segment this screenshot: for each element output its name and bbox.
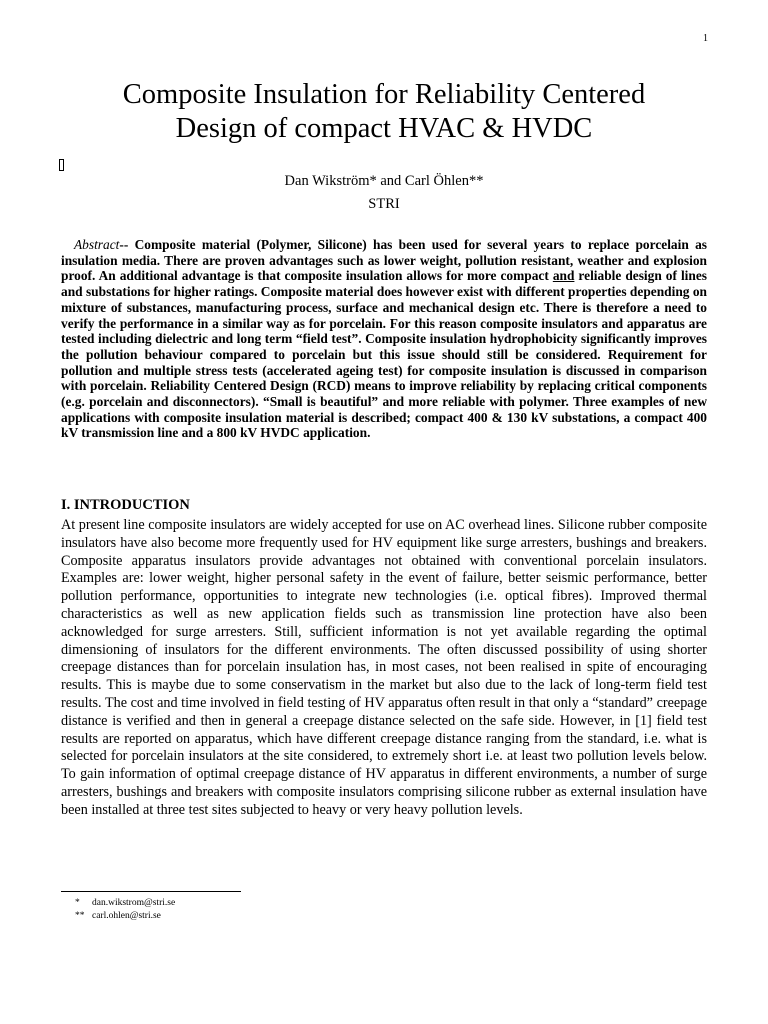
affiliation: STRI [368, 196, 400, 212]
footnote-item [75, 897, 175, 910]
introduction-paragraph: At present line composite insulators are widely accepted for use on AC overhead lines. Silicone rubber composite insulators have also become more frequently used for HV equipment like surge arresters, bushings and breakers. Composite apparatus insulators provide advantages not obtained with conventional porcelain insulators. Examples are: lower weight, higher personal safety in the event of failure, better seismic performance, better pollution performance, opportunities to integrate new technologies (i.e. optical fibres). Improved thermal characteristics as well as new application fields such as transmission line protection have also been acknowledged for surge arresters. Still, sufficient information is not yet available regarding the optimal dimensioning of insulators for the different environments. The often discussed possibility of using shorter creepage distances than for porcelain insulation has, in most cases, not been realised in spite of encouraging results. This is maybe due to some conservatism in the market but also due to the lack of long-term field test results. The cost and time involved in field testing of HV apparatus often result in that only a “standard” creepage distance is verified and then in general a creepage distance selected on the safe side. However, in [1] field test results are reported on apparatus, which have different creepage distance ranging from the standard, i.e. what is selected for porcelain insulators at the site considered, to extremely short i.e. at least two pollution levels below. To gain information of optimal creepage distance of HV apparatus in different environments, a number of surge arresters, bushings and breakers with composite insulators comprising silicone rubber as external insulation have been installed at three test sites subjected to heavy or very heavy pollution levels. [61, 517, 707, 818]
abstract-separator: -- [119, 237, 135, 252]
placeholder-box-icon [59, 159, 64, 171]
footnote-email: dan.wikstrom@stri.se [92, 898, 176, 908]
page-number: 1 [703, 33, 708, 44]
footnotes [75, 897, 175, 922]
author-list: Dan Wikström* and Carl Öhlen** [284, 173, 484, 189]
abstract-underlined-word: and [552, 268, 575, 284]
footnote-mark: * [75, 898, 80, 908]
title-line-2: Design of compact HVAC & HVDC [175, 113, 593, 144]
abstract-label: Abstract [74, 237, 120, 252]
abstract [61, 237, 707, 441]
footnote-mark: ** [75, 910, 85, 921]
footnote-divider [61, 891, 241, 892]
footnote-email: carl.ohlen@stri.se [92, 910, 161, 921]
title-line-1: Composite Insulation for Reliability Centered [122, 79, 646, 110]
abstract-text-part-2: reliable design of lines and substations for higher ratings. Composite material does however exist with different properties depending on mixture of substances, manufacturing process, surface and mechanical design etc. There is therefore a need to verify the performance in a similar way as for porcelain. For this reason composite insulators and apparatus are tested including dielectric and long term “field test”. Composite insulation hydrophobicity significantly improves the pollution behaviour compared to porcelain but this issue should still be considered. Requirement for pollution and multiple stress tests (accelerated ageing test) for composite insulation is discussed in comparison with porcelain. Reliability Centered Design (RCD) means to improve reliability by replacing critical components (e.g. porcelain and disconnectors). “Small is beautiful” and more reliable with polymer. Three examples of new applications with composite insulation material is described; compact 400 & 130 kV substations, a compact 400 kV transmission line and a 800 kV HVDC application. [61, 268, 707, 441]
section-heading-introduction: I. INTRODUCTION [61, 497, 190, 513]
paper-title [60, 78, 708, 146]
footnote-item [75, 910, 175, 923]
abstract-text-part-1: Composite material (Polymer, Silicone) has been used for several years to replace porcelain as insulation media. There are proven advantages such as lower weight, pollution resistant, weather and explosion proof. An additional advantage is that composite insulation allows for more compact [61, 237, 707, 284]
